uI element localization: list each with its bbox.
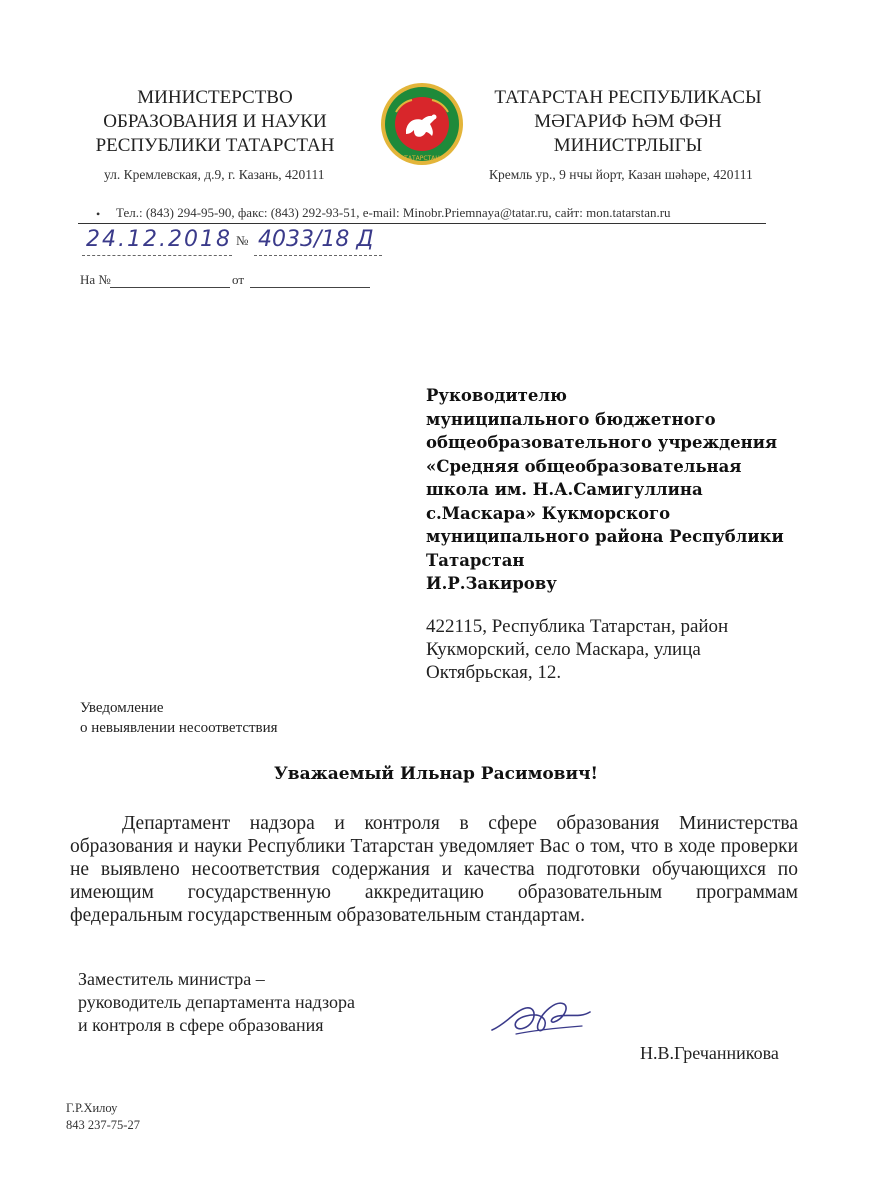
recipient-address-line: Кукморский, село Маскара, улица — [426, 639, 701, 660]
subject-line: Уведомление — [80, 700, 164, 716]
tatarstan-coat-of-arms-icon — [380, 82, 464, 166]
recipient-line: муниципального района Республики — [426, 527, 784, 546]
handwritten-signature — [486, 990, 596, 1042]
registration-number-label: № — [236, 233, 249, 248]
letter-body: Департамент надзора и контроля в сфере образования Министерства образования и науки Республики Татарстан уведомляет Вас о том, что в ходе проверки не выявлено несоответствия содержания и качества подготовки обучающихся по имеющим государственную аккредитацию образовательным программам федеральным государственным образовательным стандартам. — [70, 813, 798, 926]
reference-number-line — [110, 287, 230, 288]
number-underline — [254, 255, 382, 256]
recipient-block — [426, 384, 806, 596]
ministry-name-tt — [478, 86, 778, 158]
signer-title-line: и контроля в сфере образования — [78, 1015, 324, 1035]
subject — [80, 698, 278, 738]
recipient-address-line: Октябрьская, 12. — [426, 662, 562, 683]
signer-title-line: Заместитель министра – — [78, 969, 265, 989]
header-divider — [78, 223, 766, 224]
signer-name: Н.В.Гречанникова — [640, 1043, 779, 1063]
recipient-line: муниципального бюджетного — [426, 409, 716, 429]
bullet-mark: • — [96, 207, 101, 221]
ministry-name-tt-line: МӘГАРИФ ҺӘМ ФӘН — [534, 111, 722, 132]
executor-info — [66, 1100, 140, 1134]
ministry-name-tt-line: МИНИСТРЛЫГЫ — [553, 135, 703, 156]
subject-line: о невыявлении несоответствия — [80, 720, 278, 736]
emblem-text: ТАТАРСТАН — [404, 155, 440, 162]
signer-title — [78, 968, 355, 1037]
date-underline — [82, 255, 232, 256]
address-tt: Кремль ур., 9 нчы йорт, Казан шәһәре, 420111 — [489, 167, 753, 182]
registration-number: 4033/18 Д — [258, 227, 374, 252]
address-ru: ул. Кремлевская, д.9, г. Казань, 420111 — [104, 167, 325, 182]
executor-name: Г.Р.Хилоу — [66, 1101, 118, 1115]
ministry-name-tt-line: ТАТАРСТАН РЕСПУБЛИКАСЫ — [494, 87, 762, 108]
recipient-line: с.Маскара» Кукморского — [426, 503, 671, 523]
ministry-name-ru-line: РЕСПУБЛИКИ ТАТАРСТАН — [95, 135, 335, 156]
recipient-line: «Средняя общеобразовательная — [426, 456, 742, 476]
recipient-line: общеобразовательного учреждения — [426, 433, 778, 452]
recipient-line: школа им. Н.А.Самигуллина — [426, 480, 703, 499]
ministry-name-ru-line: МИНИСТЕРСТВО — [137, 87, 293, 108]
greeting: Уважаемый Ильнар Расимович! — [274, 764, 598, 784]
emblem-leopard-head — [432, 115, 437, 120]
recipient-line: Руководителю — [426, 386, 567, 405]
signer-title-line: руководитель департамента надзора — [78, 992, 355, 1012]
recipient-line: Татарстан — [426, 550, 525, 570]
executor-phone: 843 237-75-27 — [66, 1118, 140, 1132]
contacts-line: Тел.: (843) 294-95-90, факс: (843) 292-93-51, e-mail: Minobr.Priemnaya@tatar.ru, сайт: mon.tatarstan.ru — [116, 205, 671, 220]
reference-date-label: от — [232, 272, 245, 287]
recipient-line: И.Р.Закирову — [426, 574, 557, 593]
recipient-address — [426, 615, 806, 684]
ministry-name-ru — [60, 86, 370, 158]
reference-number-label: На № — [80, 272, 111, 287]
recipient-address-line: 422115, Республика Татарстан, район — [426, 616, 729, 637]
reference-date-line — [250, 287, 370, 288]
ministry-name-ru-line: ОБРАЗОВАНИЯ И НАУКИ — [103, 111, 327, 132]
registration-date: 24.12.2018 — [86, 227, 232, 252]
